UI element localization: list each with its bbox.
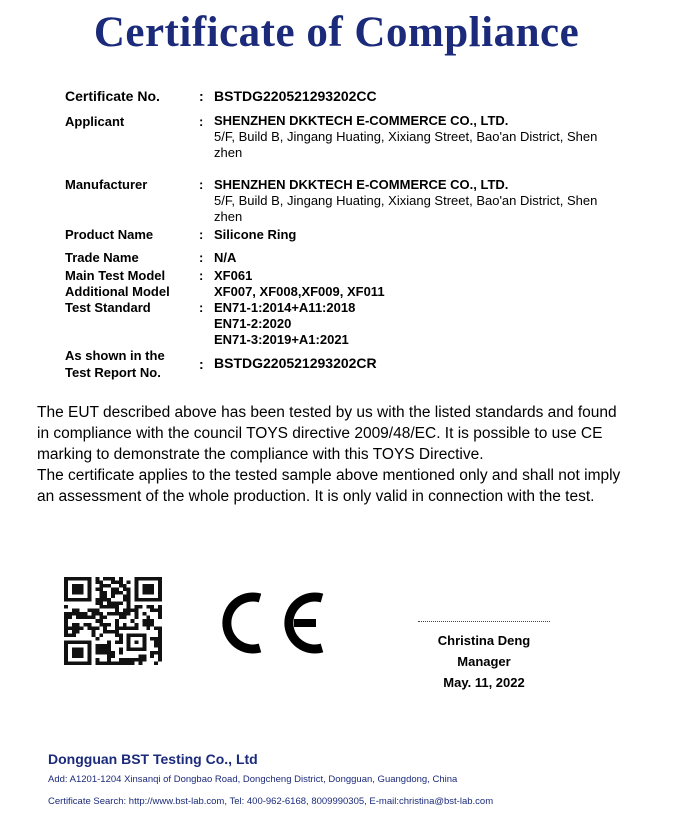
- footer-contact: Certificate Search: http://www.bst-lab.com, Tel: 400-962-6168, 8009990305, E-mail:christina@bst-lab.com: [48, 796, 494, 807]
- manufacturer-label: Manufacturer: [65, 177, 148, 192]
- test-standard-value: EN71-1:2014+A11:2018: [214, 300, 356, 315]
- applicant-name: SHENZHEN DKKTECH E-COMMERCE CO., LTD.: [214, 113, 509, 128]
- test-report-value: BSTDG220521293202CR: [214, 355, 377, 371]
- statement-line: marking to demonstrate the compliance with this TOYS Directive.: [37, 446, 484, 463]
- colon: :: [199, 177, 204, 192]
- statement-line: an assessment of the whole production. It is only valid in connection with the test.: [37, 488, 595, 505]
- additional-model-value: XF007, XF008,XF009, XF011: [214, 284, 385, 299]
- certificate-no-value: BSTDG220521293202CC: [214, 88, 377, 104]
- manufacturer-address-line1: 5/F, Build B, Jingang Huating, Xixiang Street, Bao'an District, Shen: [214, 193, 598, 208]
- applicant-address-line1: 5/F, Build B, Jingang Huating, Xixiang Street, Bao'an District, Shen: [214, 129, 598, 144]
- compliance-statement: [37, 402, 647, 507]
- ce-mark-icon: [220, 588, 330, 658]
- signature-line: [418, 621, 550, 622]
- signatory-role: Manager: [457, 654, 511, 669]
- additional-model-label: Additional Model: [65, 284, 170, 299]
- test-standard-value: EN71-2:2020: [214, 316, 292, 331]
- certificate-no-label: Certificate No.: [65, 88, 160, 104]
- colon: :: [199, 250, 204, 265]
- footer-address: Add: A1201-1204 Xinsanqi of Dongbao Road, Dongcheng District, Dongguan, Guangdong, China: [48, 774, 458, 785]
- applicant-label: Applicant: [65, 114, 125, 129]
- test-report-label-line1: As shown in the: [65, 348, 165, 363]
- colon: :: [199, 114, 204, 129]
- product-name-label: Product Name: [65, 227, 154, 242]
- trade-name-value: N/A: [214, 250, 237, 265]
- main-test-model-value: XF061: [214, 268, 253, 283]
- applicant-address-line2: zhen: [214, 145, 243, 160]
- colon: :: [199, 356, 204, 372]
- product-name-value: Silicone Ring: [214, 227, 297, 242]
- manufacturer-name: SHENZHEN DKKTECH E-COMMERCE CO., LTD.: [214, 177, 509, 192]
- certificate-title: Certificate of Compliance: [93, 9, 580, 56]
- main-test-model-label: Main Test Model: [65, 268, 166, 283]
- colon: :: [199, 268, 204, 283]
- qr-code-icon: [64, 577, 162, 665]
- signatory-name: Christina Deng: [437, 633, 531, 648]
- statement-line: The certificate applies to the tested sample above mentioned only and shall not imply: [37, 467, 621, 484]
- statement-line: The EUT described above has been tested by us with the listed standards and found: [37, 404, 617, 421]
- footer-company: Dongguan BST Testing Co., Ltd: [48, 751, 258, 767]
- colon: :: [199, 227, 204, 242]
- test-standard-label: Test Standard: [65, 300, 151, 315]
- signature-date: May. 11, 2022: [443, 675, 525, 690]
- statement-line: in compliance with the council TOYS directive 2009/48/EC. It is possible to use CE: [37, 425, 603, 442]
- manufacturer-address-line2: zhen: [214, 209, 243, 224]
- trade-name-label: Trade Name: [65, 250, 139, 265]
- colon: :: [199, 88, 204, 104]
- test-report-label-line2: Test Report No.: [65, 365, 161, 380]
- test-standard-value: EN71-3:2019+A1:2021: [214, 332, 349, 347]
- colon: :: [199, 300, 204, 315]
